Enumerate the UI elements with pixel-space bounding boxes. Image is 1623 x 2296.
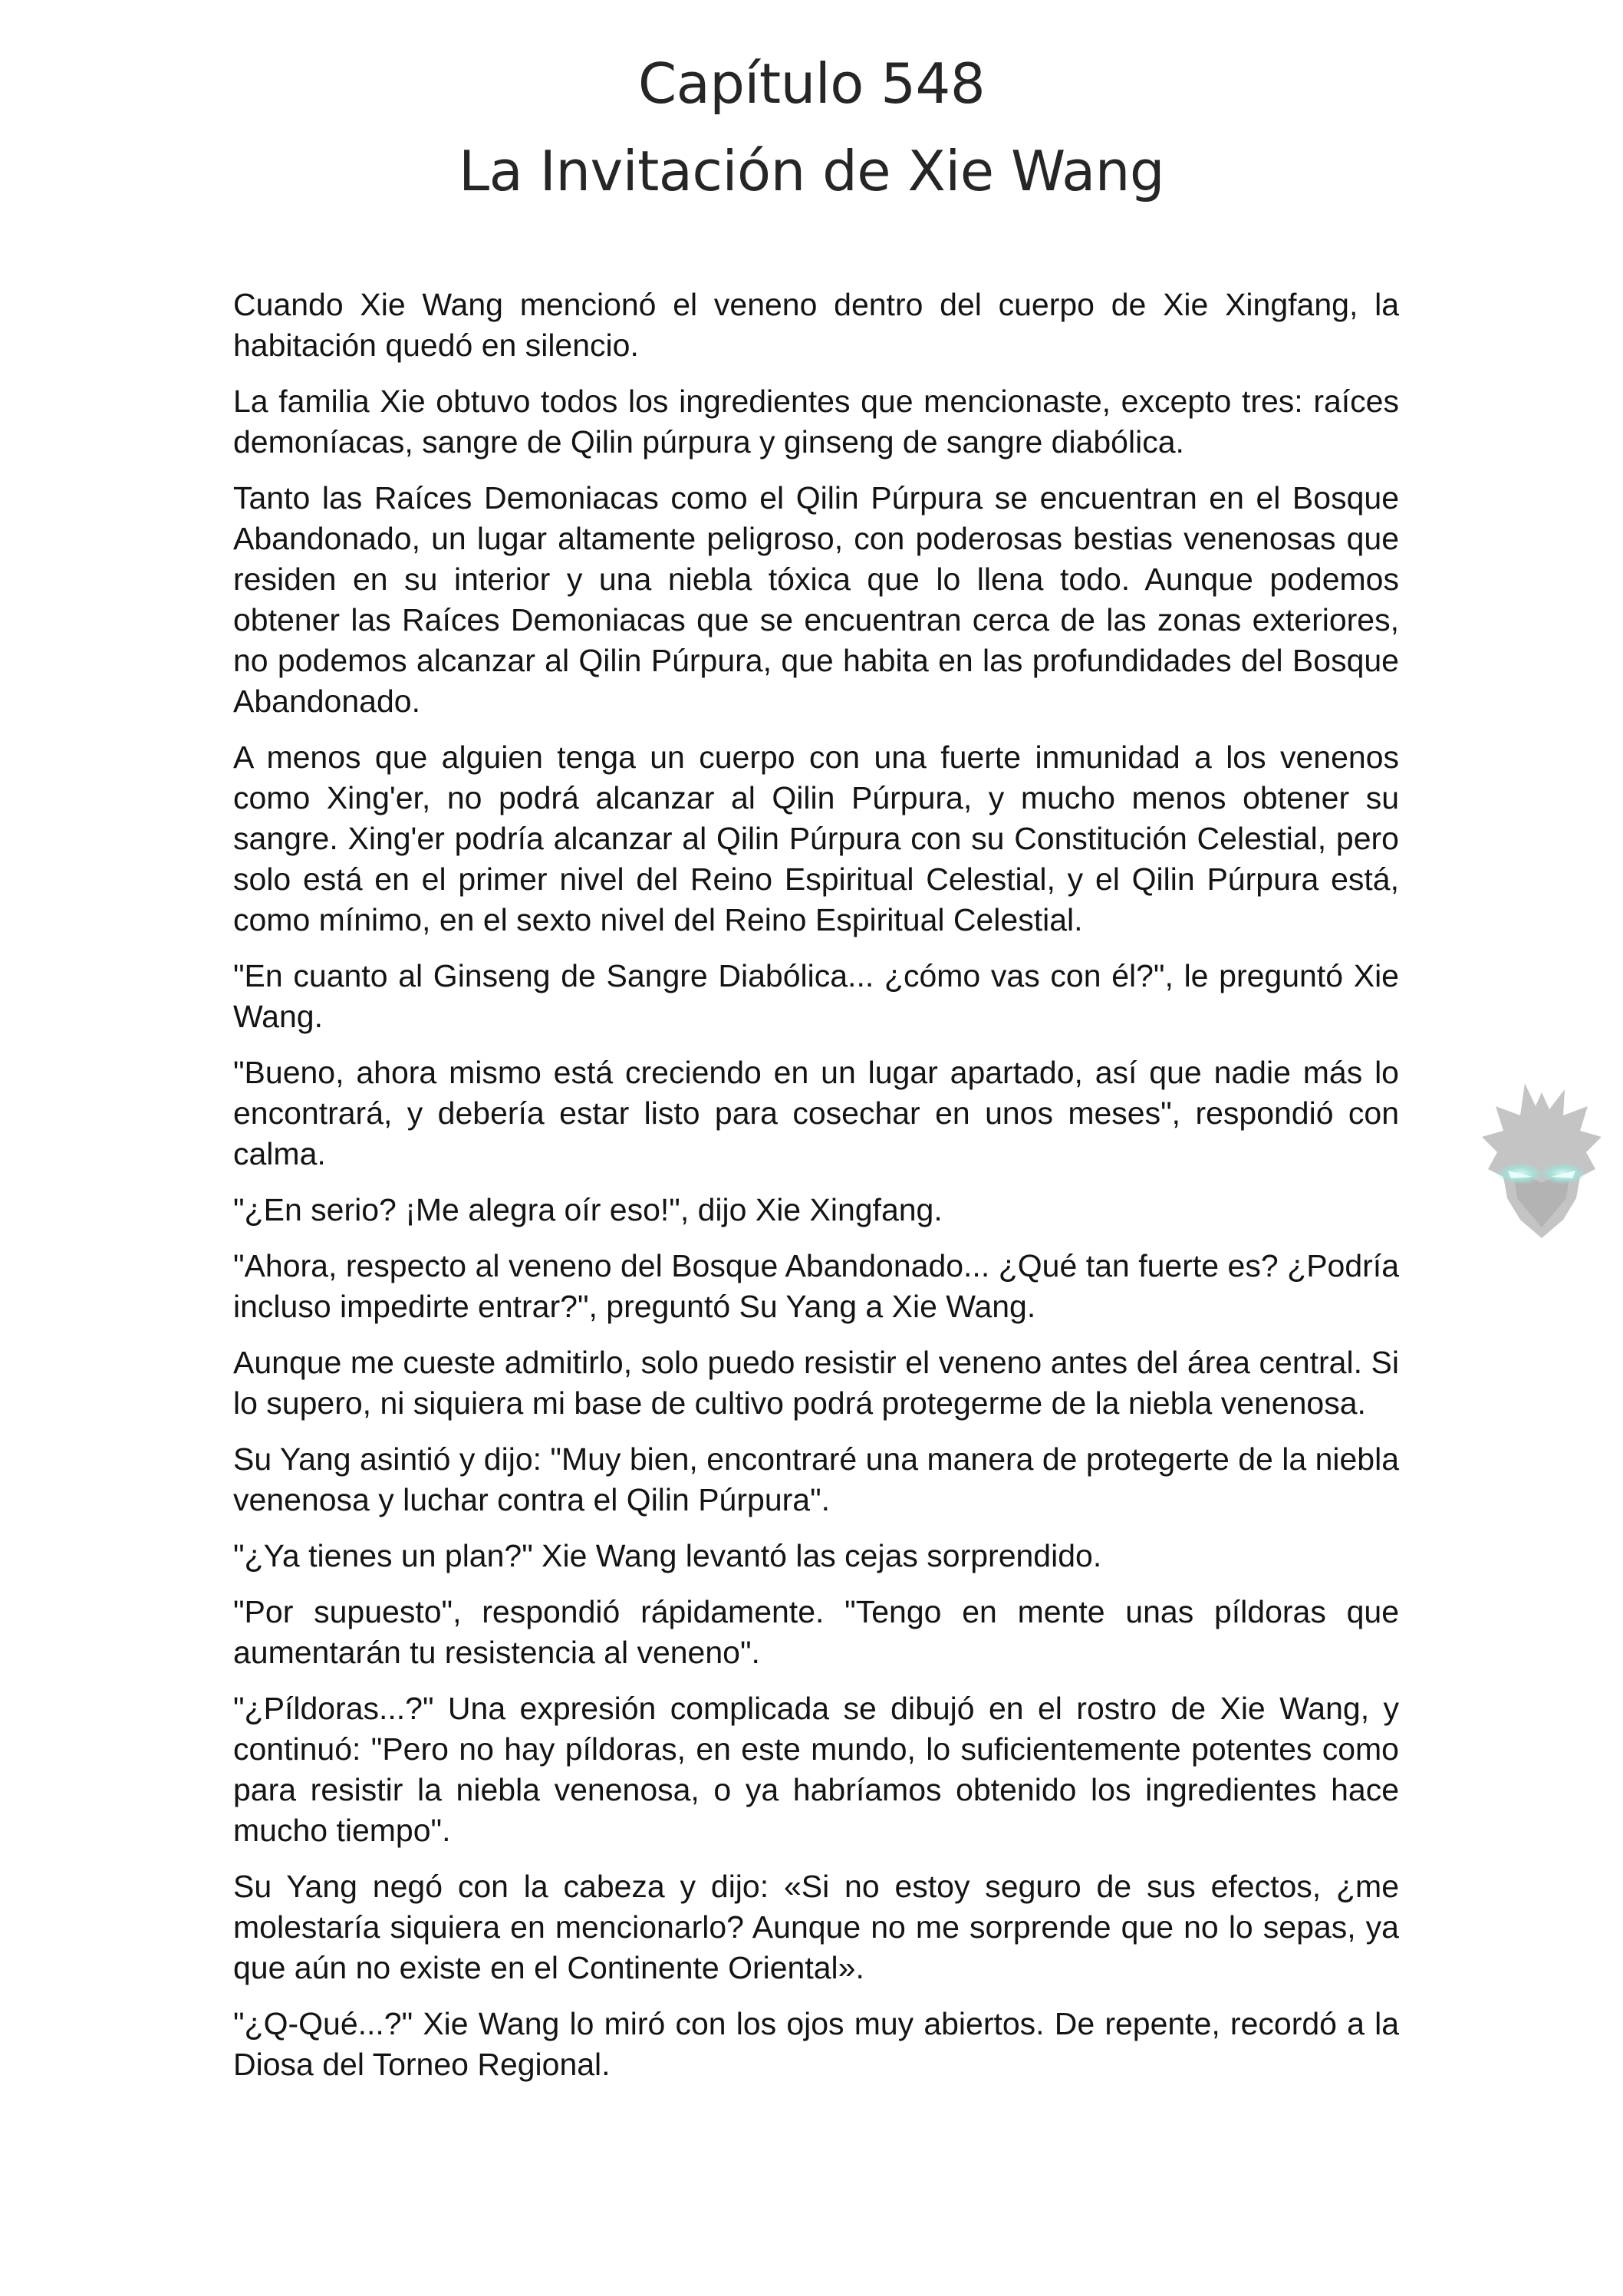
paragraph: A menos que alguien tenga un cuerpo con una fuerte inmunidad a los venenos como Xing'er, no podrá alcanzar al Qilin Púrpura, y mucho menos obtener su sangre. Xing'er podría alcanzar al Qilin Púrpura con su Constitución Celestial, pero solo está en el primer nivel del Reino Espiritual Celestial, y el Qilin Púrpura está, como mínimo, en el sexto nivel del Reino Espiritual Celestial. <box>233 740 1399 937</box>
paragraph: Aunque me cueste admitirlo, solo puedo resistir el veneno antes del área central. Si lo supero, ni siquiera mi base de cultivo podrá protegerme de la niebla venenosa. <box>233 1345 1399 1421</box>
paragraph: "¿En serio? ¡Me alegra oír eso!", dijo Xie Xingfang. <box>233 1192 943 1227</box>
chapter-body <box>233 285 1399 2100</box>
paragraph: Su Yang asintió y dijo: "Muy bien, encontraré una manera de protegerte de la niebla venenosa y luchar contra el Qilin Púrpura". <box>233 1441 1399 1517</box>
paragraph: "¿Ya tienes un plan?" Xie Wang levantó las cejas sorprendido. <box>233 1538 1102 1573</box>
paragraph: La familia Xie obtuvo todos los ingredientes que mencionaste, excepto tres: raíces demoníacas, sangre de Qilin púrpura y ginseng de sangre diabólica. <box>233 384 1399 460</box>
chapter-number: Capítulo 548 <box>637 51 986 116</box>
paragraph: Su Yang negó con la cabeza y dijo: «Si no estoy seguro de sus efectos, ¿me molestaría siquiera en mencionarlo? Aunque no me sorprende que no lo sepas, ya que aún no existe en el Continente Oriental». <box>233 1869 1399 1985</box>
chapter-title <box>0 40 1623 215</box>
chapter-name: La Invitación de Xie Wang <box>458 139 1165 203</box>
demon-head-icon <box>1465 1076 1618 1244</box>
paragraph: "Por supuesto", respondió rápidamente. "Tengo en mente unas píldoras que aumentarán tu resistencia al veneno". <box>233 1594 1399 1670</box>
paragraph: Tanto las Raíces Demoniacas como el Qilin Púrpura se encuentran en el Bosque Abandonado, un lugar altamente peligroso, con poderosas bestias venenosas que residen en su interior y una niebla tóxica que lo llena todo. Aunque podemos obtener las Raíces Demoniacas que se encuentran cerca de las zonas exteriores, no podemos alcanzar al Qilin Púrpura, que habita en las profundidades del Bosque Abandonado. <box>233 480 1399 719</box>
paragraph: "En cuanto al Ginseng de Sangre Diabólica... ¿cómo vas con él?", le preguntó Xie Wang. <box>233 958 1399 1034</box>
paragraph: Cuando Xie Wang mencionó el veneno dentro del cuerpo de Xie Xingfang, la habitación quedó en silencio. <box>233 287 1399 363</box>
paragraph: "¿Q-Qué...?" Xie Wang lo miró con los ojos muy abiertos. De repente, recordó a la Diosa del Torneo Regional. <box>233 2006 1399 2082</box>
paragraph: "Ahora, respecto al veneno del Bosque Abandonado... ¿Qué tan fuerte es? ¿Podría incluso impedirte entrar?", preguntó Su Yang a Xie Wang. <box>233 1248 1399 1324</box>
paragraph: "¿Píldoras...?" Una expresión complicada se dibujó en el rostro de Xie Wang, y continuó: "Pero no hay píldoras, en este mundo, lo suficientemente potentes como para resistir la niebla venenosa, o ya habríamos obtenido los ingredientes hace mucho tiempo". <box>233 1691 1399 1848</box>
paragraph: "Bueno, ahora mismo está creciendo en un lugar apartado, así que nadie más lo encontrará, y debería estar listo para cosechar en unos meses", respondió con calma. <box>233 1055 1399 1171</box>
